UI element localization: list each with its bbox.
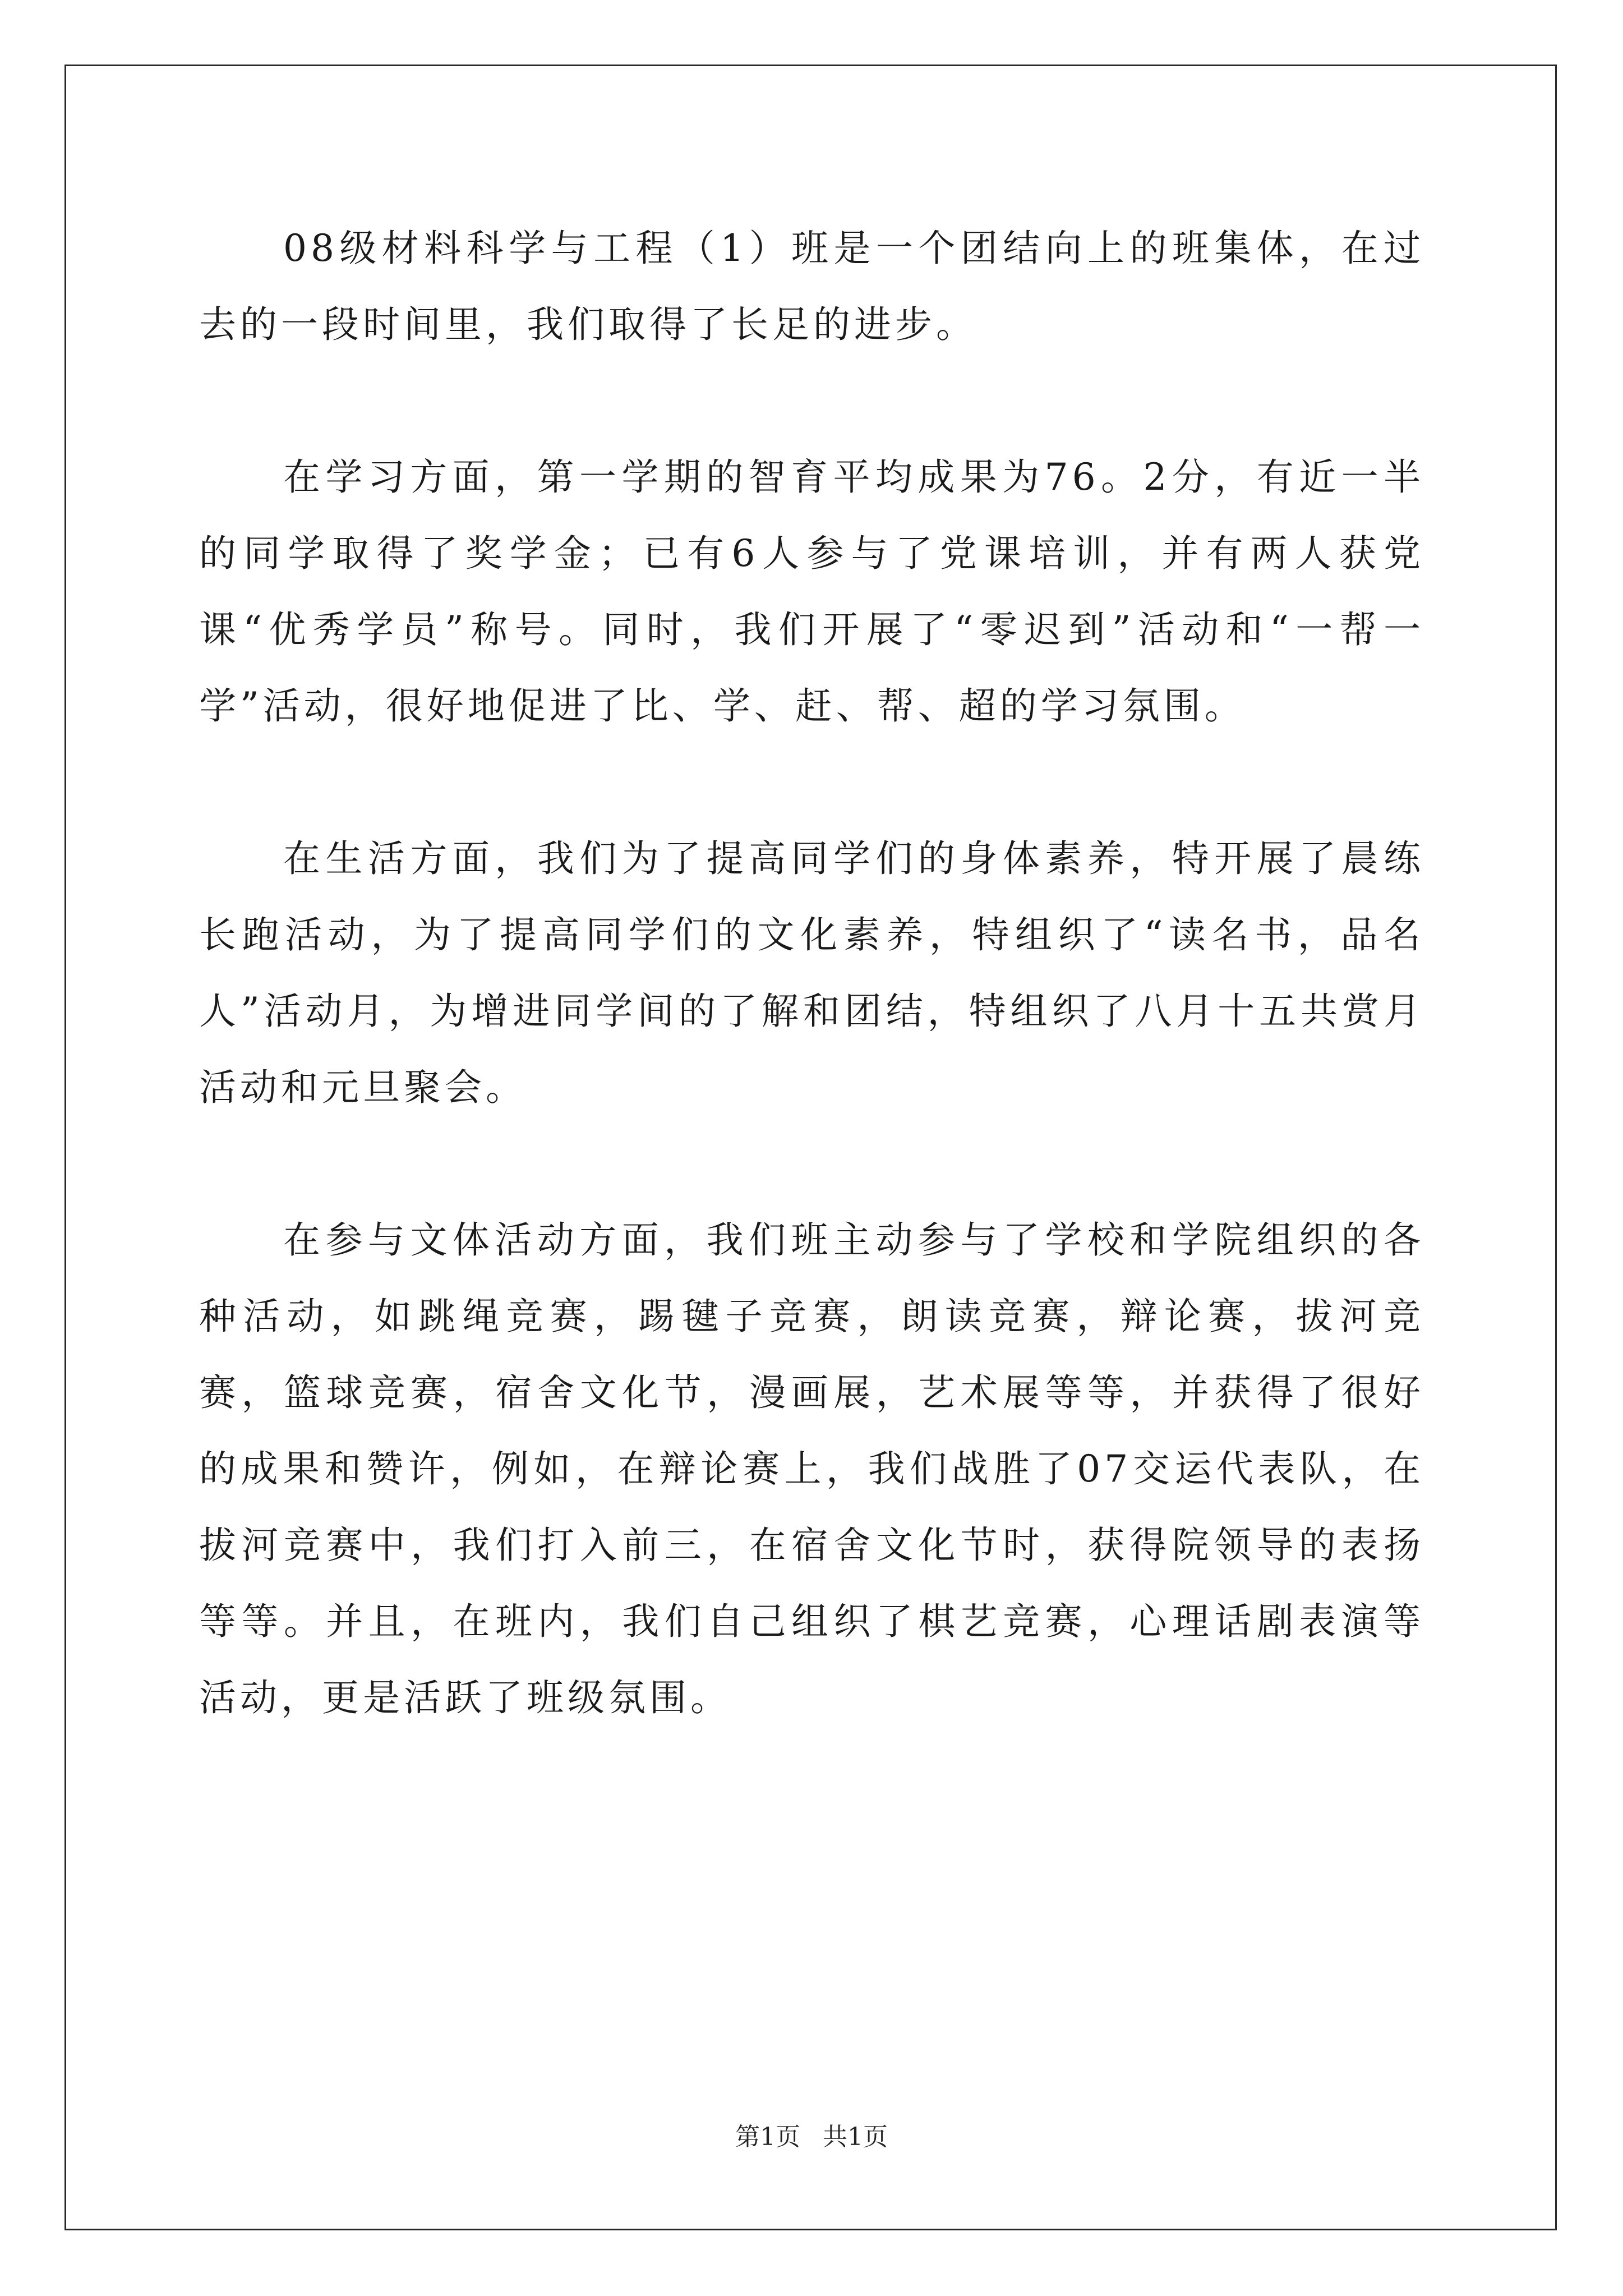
page-footer bbox=[0, 2120, 1623, 2154]
page-total: 共1页 bbox=[823, 2123, 888, 2151]
page-number: 第1页 bbox=[735, 2123, 800, 2151]
paragraph-class-intro: 08级材料科学与工程（1）班是一个团结向上的班集体，在过去的一段时间里，我们取得了长足的进步。 bbox=[199, 227, 1424, 346]
paragraph-life: 在生活方面，我们为了提高同学们的身体素养，特开展了晨练长跑活动，为了提高同学们的文化素养，特组织了“读名书，品名人”活动月，为增进同学间的了解和团结，特组织了八月十五共赏月活动和元旦聚会。 bbox=[199, 837, 1424, 1109]
document-body bbox=[199, 210, 1424, 1736]
paragraph-activities: 在参与文体活动方面，我们班主动参与了学校和学院组织的各种活动，如跳绳竞赛，踢毽子竞赛，朗读竞赛，辩论赛，拔河竞赛，篮球竞赛，宿舍文化节，漫画展，艺术展等等，并获得了很好的成果和赞许，例如，在辩论赛上，我们战胜了07交运代表队，在拔河竞赛中，我们打入前三，在宿舍文化节时，获得院领导的表扬等等。并且，在班内，我们自己组织了棋艺竞赛，心理话剧表演等活动，更是活跃了班级氛围。 bbox=[199, 1218, 1424, 1719]
paragraph-study: 在学习方面，第一学期的智育平均成果为76。2分，有近一半的同学取得了奖学金；已有6人参与了党课培训，并有两人获党课“优秀学员”称号。同时，我们开展了“零迟到”活动和“一帮一学”活动，很好地促进了比、学、赶、帮、超的学习氛围。 bbox=[199, 455, 1424, 728]
